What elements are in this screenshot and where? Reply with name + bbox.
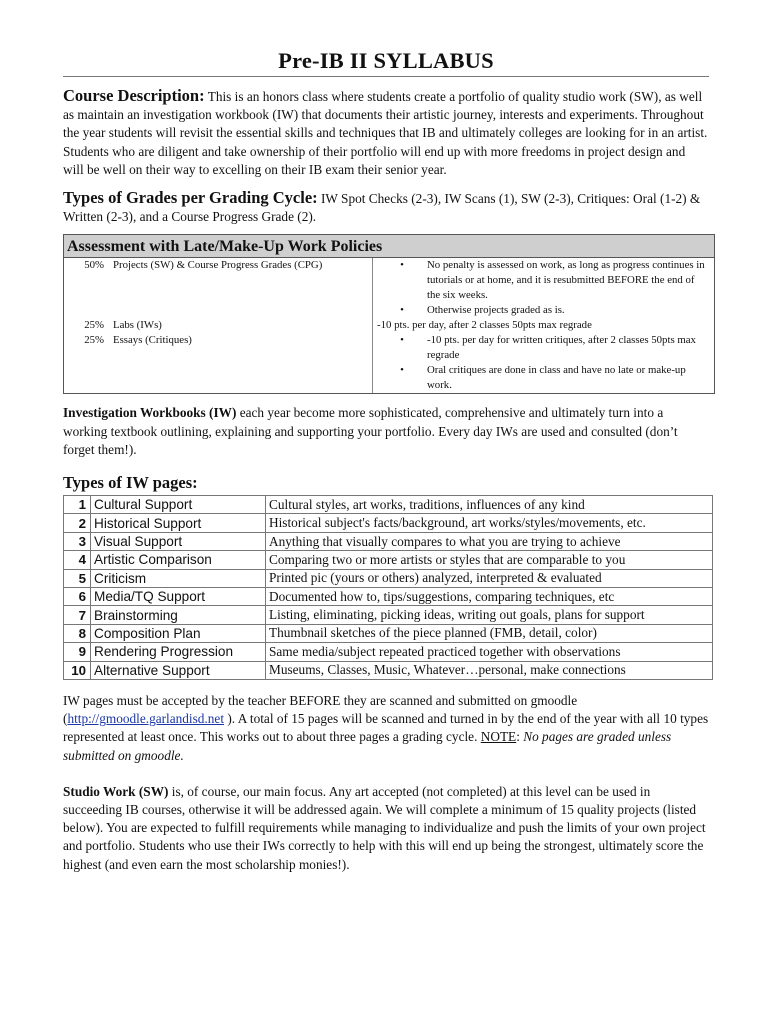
iw-pages-heading: Types of IW pages: (63, 473, 198, 493)
iw-page-number: 3 (64, 532, 91, 550)
studio-work-lead: Studio Work (SW) (63, 783, 169, 799)
iw-page-type: Composition Plan (91, 624, 266, 642)
iw-page-type: Rendering Progression (91, 643, 266, 661)
grades-text: IW Spot Checks (2-3), IW Scans (1), SW (2-3), Critiques: Oral (1-2) & Written (2-3), and a Course Progress Grade (2). (63, 191, 701, 225)
iw-page-type: Cultural Support (91, 496, 266, 514)
table-row (64, 624, 713, 642)
iw-page-description: Cultural styles, art works, traditions, influences of any kind (266, 496, 713, 514)
iw-page-number: 7 (64, 606, 91, 624)
assessment-percent: 50% (84, 259, 104, 272)
bullet-icon: • (400, 334, 404, 347)
iw-page-number: 1 (64, 496, 91, 514)
note-text: No pages are graded unless submitted on gmoodle. (63, 729, 672, 763)
iw-page-description: Comparing two or more artists or styles that are comparable to you (266, 551, 713, 569)
assessment-category: Essays (Critiques) (110, 333, 373, 393)
bullet-icon: • (400, 259, 404, 272)
assessment-category: Labs (IWs) (110, 318, 373, 333)
iw-page-description: Listing, eliminating, picking ideas, writing out goals, plans for support (266, 606, 713, 624)
iw-page-description: Same media/subject repeated practiced together with observations (266, 643, 713, 661)
bullet-icon: • (400, 304, 404, 317)
studio-work-paragraph (63, 783, 709, 874)
iw-page-type: Artistic Comparison (91, 551, 266, 569)
policy-text: -10 pts. per day for written critiques, after 2 classes 50pts max regrade (427, 334, 696, 362)
iw-page-description: Museums, Classes, Music, Whatever…personal, make connections (266, 661, 713, 679)
table-row (64, 643, 713, 661)
iw-page-description: Anything that visually compares to what you are trying to achieve (266, 532, 713, 550)
policy-bullet (377, 303, 706, 318)
iw-submission-text-2: ). A total of 15 pages will be scanned and turned in by the end of the year with all 10 types represented at least once. This works out to about three pages a grading cycle. (63, 711, 709, 745)
assessment-policy: -10 pts. per day, after 2 classes 50pts max regrade (377, 319, 592, 332)
syllabus-page (63, 48, 709, 874)
iw-page-description: Documented how to, tips/suggestions, comparing techniques, etc (266, 587, 713, 605)
table-row (64, 514, 713, 532)
iw-submission-text: IW pages must be accepted by the teacher BEFORE they are scanned and submitted on gmoodle ( (63, 692, 578, 727)
iw-page-description: Printed pic (yours or others) analyzed, interpreted & evaluated (266, 569, 713, 587)
iw-page-number: 8 (64, 624, 91, 642)
policy-text: No penalty is assessed on work, as long as progress continues in tutorials or at home, and it is resubmitted BEFORE the end of the six weeks. (427, 259, 705, 302)
policy-bullet (377, 363, 706, 393)
gmoodle-link[interactable]: http://gmoodle.garlandisd.net (67, 711, 225, 727)
note-label: NOTE (480, 729, 517, 745)
course-description-heading: Course Description: (63, 86, 205, 105)
course-description-text: This is an honors class where students create a portfolio of quality studio work (SW), as well as maintain an investigation workbook (IW) that documents their artistic journey, interests and experiments. Throughout the year students will revisit the essential skills and techniques that IB and ultimately colleges are looking for in an artist. Students who are diligent and take ownership of their portfolio will end up with more freedoms in project design and will be well on their way to excelling on their IB exam their senior year. (63, 89, 708, 177)
studio-work-text: is, of course, our main focus. Any art accepted (not completed) at this level can be used in succeeding IB courses, otherwise it will be addressed again. We will complete a minimum of 15 quality projects (listed below). You are expected to fulfill requirements while managing to individualize and push the limits of your own project and portfolio. Students who use their IWs correctly to help with this will end up being the strongest, ultimately score the highest (and even earn the most scholarship monies!). (63, 783, 706, 872)
policy-text: Oral critiques are done in class and have no late or make-up work. (427, 364, 686, 392)
assessment-category: Projects (SW) & Course Progress Grades (CPG) (110, 258, 373, 318)
table-row (64, 532, 713, 550)
iw-page-number: 6 (64, 587, 91, 605)
iw-page-type: Criticism (91, 569, 266, 587)
assessment-percent: 25% (84, 334, 104, 347)
assessment-row (64, 318, 714, 333)
iw-page-description: Thumbnail sketches of the piece planned (FMB, detail, color) (266, 624, 713, 642)
iw-page-type: Brainstorming (91, 606, 266, 624)
iw-page-description: Historical subject's facts/background, art works/styles/movements, etc. (266, 514, 713, 532)
assessment-percent: 25% (84, 319, 104, 332)
iw-page-number: 2 (64, 514, 91, 532)
iw-page-number: 5 (64, 569, 91, 587)
grades-heading: Types of Grades per Grading Cycle: (63, 188, 318, 208)
iw-page-type: Historical Support (91, 514, 266, 532)
iw-page-type: Alternative Support (91, 661, 266, 679)
course-description (63, 87, 709, 179)
policy-bullet (377, 258, 706, 303)
grades-section (63, 189, 709, 226)
policy-bullet (377, 333, 706, 363)
iw-page-type: Media/TQ Support (91, 587, 266, 605)
iw-page-number: 9 (64, 643, 91, 661)
iw-page-type: Visual Support (91, 532, 266, 550)
assessment-policy (373, 258, 714, 318)
iw-workbooks-lead: Investigation Workbooks (IW) (63, 405, 237, 421)
table-row (64, 551, 713, 569)
note-colon: : (516, 729, 520, 745)
iw-workbooks-text: each year become more sophisticated, comprehensive and ultimately turn into a working textbook outlining, explaining and supporting your portfolio. Every day IWs are used and consulted (don’t forget them!). (63, 405, 678, 457)
bullet-icon: • (400, 364, 404, 377)
table-row (64, 661, 713, 679)
iw-workbooks-paragraph (63, 404, 709, 459)
iw-pages-table (63, 495, 713, 680)
assessment-table (63, 234, 715, 394)
table-row (64, 569, 713, 587)
assessment-policy (373, 333, 714, 393)
iw-page-number: 4 (64, 551, 91, 569)
assessment-row (64, 333, 714, 393)
iw-page-number: 10 (64, 661, 91, 679)
table-row (64, 606, 713, 624)
page-title: Pre-IB II SYLLABUS (63, 48, 709, 77)
table-row (64, 496, 713, 514)
iw-submission-paragraph (63, 692, 709, 765)
policy-text: Otherwise projects graded as is. (427, 304, 565, 317)
table-row (64, 587, 713, 605)
assessment-row (64, 258, 714, 318)
assessment-heading: Assessment with Late/Make-Up Work Policies (64, 235, 714, 258)
